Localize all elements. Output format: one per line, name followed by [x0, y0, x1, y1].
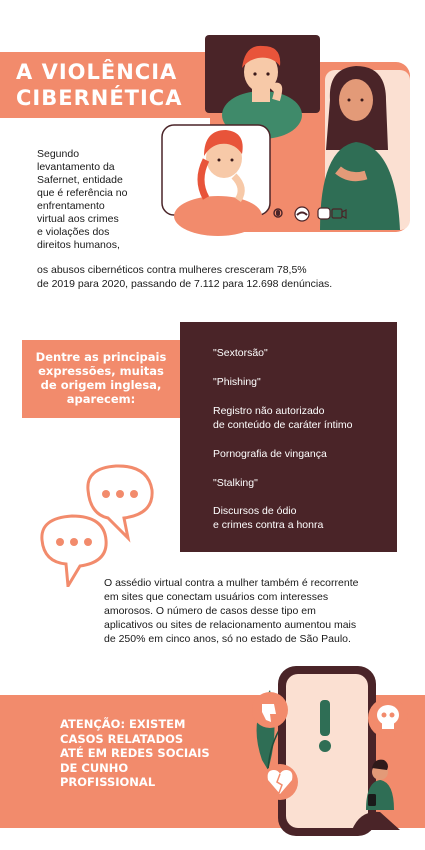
attention-line: ATÉ EM REDES SOCIAIS [60, 746, 210, 760]
page-title-line-1: A VIOLÊNCIA [16, 60, 178, 84]
harassment-line: de 250% em cinco anos, só no estado de São Paulo. [104, 633, 351, 645]
intro-line: Safernet, entidade [37, 174, 123, 186]
expression-line: "Stalking" [213, 477, 258, 489]
phone-illustration [240, 660, 425, 845]
intro-line: e violações dos [37, 226, 110, 238]
heading-line: aparecem: [66, 392, 136, 406]
expressions-list-box [180, 322, 397, 552]
expressions-heading-box [22, 340, 180, 418]
expression-line: "Phishing" [213, 376, 261, 388]
harassment-text [104, 576, 419, 646]
expression-item-phishing [213, 375, 388, 389]
intro-line: os abusos cibernéticos contra mulheres cresceram 78,5% [37, 264, 307, 276]
thumbs-down-icon [252, 692, 288, 728]
page-title-line-2: CIBERNÉTICA [16, 86, 183, 110]
speech-bubble-icon [28, 462, 178, 587]
expression-item-revenge-porn [213, 447, 388, 461]
harassment-line: O assédio virtual contra a mulher também é recorrente [104, 577, 359, 589]
intro-text-narrow [37, 148, 152, 252]
expression-item-hate-speech [213, 504, 388, 532]
end-call-icon [295, 207, 309, 221]
intro-line: de 2019 para 2020, passando de 7.112 para 12.698 denúncias. [37, 278, 333, 290]
woman-portrait [320, 66, 410, 230]
expression-line: Pornografia de vingança [213, 448, 327, 460]
expression-item-unauthorized-recording [213, 404, 388, 432]
intro-line: Segundo [37, 148, 80, 160]
attention-line: DE CUNHO [60, 760, 129, 775]
exclamation-icon [319, 700, 331, 752]
heading-line: de origem inglesa, [40, 378, 162, 392]
broken-heart-icon [262, 764, 298, 800]
expression-item-stalking [213, 476, 388, 490]
girl-portrait [162, 125, 270, 236]
attention-line: CASOS RELATADOS [60, 731, 184, 746]
harassment-line: em sites que conectam usuários com interesses [104, 591, 329, 603]
attention-line: PROFISSIONAL [60, 775, 156, 789]
expression-line: e crimes contra a honra [213, 519, 324, 531]
expression-item-sextortion [213, 346, 388, 360]
intro-line: virtual aos crimes [37, 213, 119, 225]
skull-icon [368, 698, 408, 738]
intro-line: levantamento da [37, 161, 115, 173]
harassment-line: aplicativos ou sites de relacionamento aumentou mais [104, 619, 357, 631]
expression-line: de conteúdo de caráter íntimo [213, 419, 353, 431]
intro-line: que é referência no [37, 187, 128, 199]
chat-icon [318, 208, 330, 219]
intro-line: direitos humanos, [37, 239, 120, 251]
video-call-illustration [150, 30, 415, 240]
intro-text-wide [37, 263, 417, 291]
expressions-heading [30, 350, 172, 406]
expression-line: Discursos de ódio [213, 505, 297, 517]
expression-line: Registro não autorizado [213, 405, 325, 417]
harassment-line: amorosos. O número de casos desse tipo em [104, 605, 316, 617]
intro-line: enfrentamento [37, 200, 105, 212]
heading-line: Dentre as principais [35, 350, 167, 364]
attention-text [60, 717, 220, 790]
heading-line: expressões, muitas [38, 364, 164, 378]
expression-line: "Sextorsão" [213, 347, 268, 359]
attention-line: ATENÇÃO: EXISTEM [60, 717, 186, 731]
